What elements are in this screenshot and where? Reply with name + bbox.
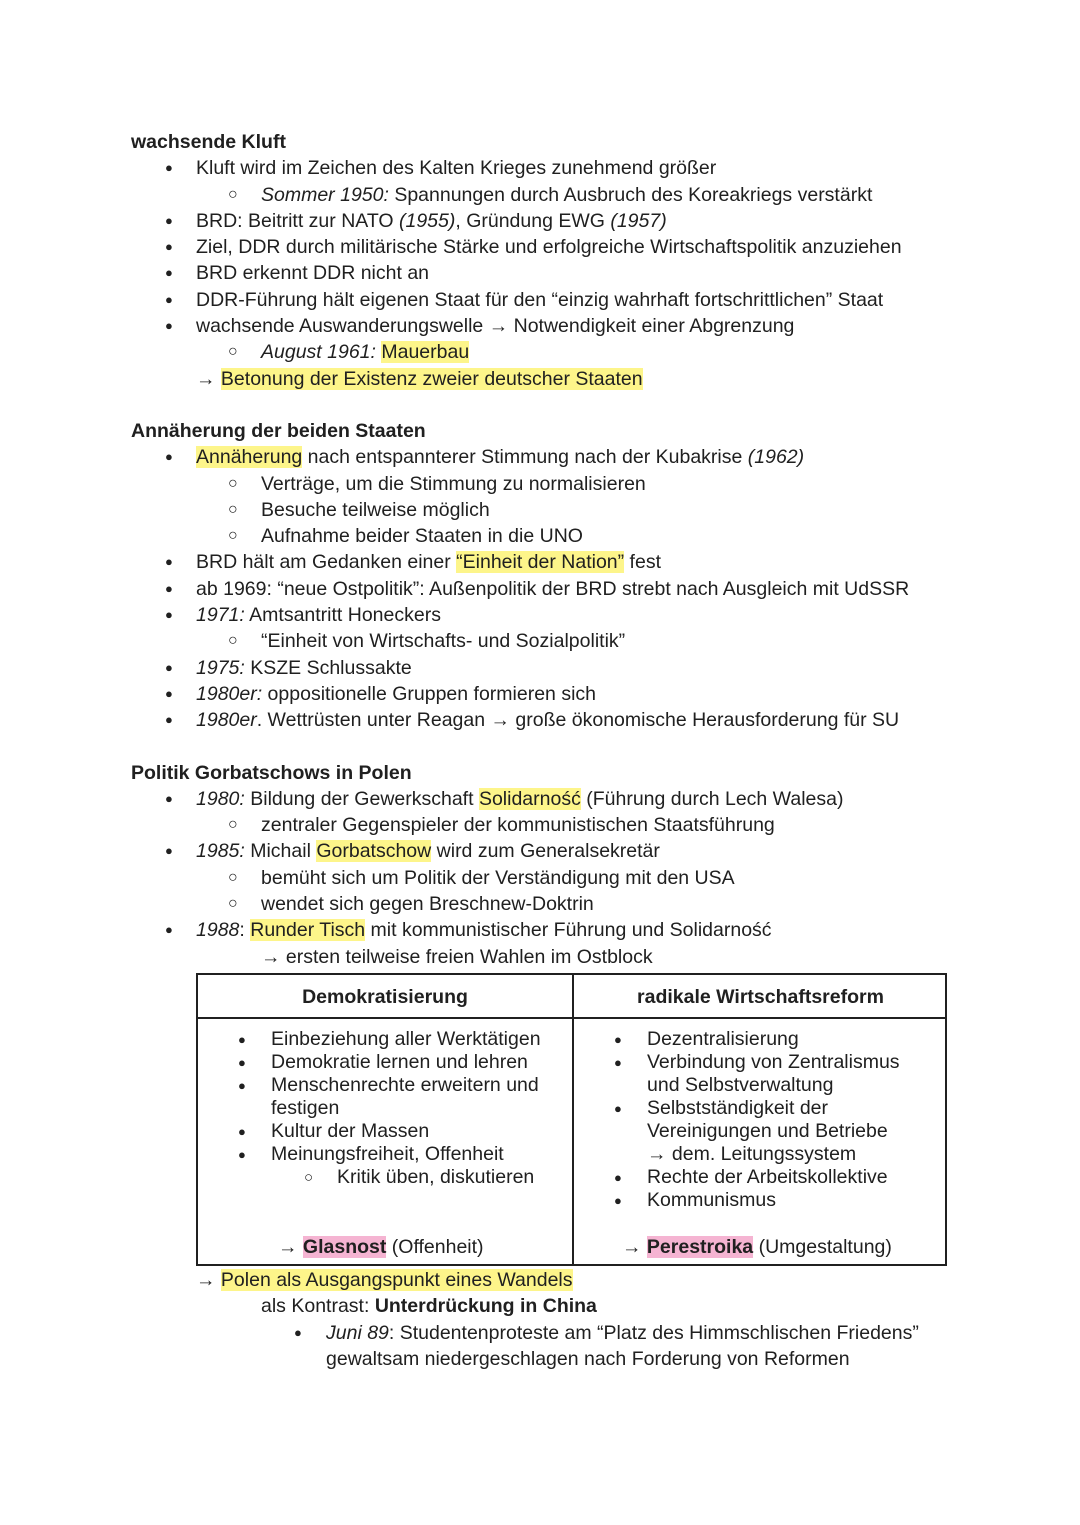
bullet-icon: ● [238, 1032, 246, 1047]
table-list-item: ● Verbindung von Zentralismus [614, 1051, 900, 1073]
list-item: ● 1988: Runder Tisch mit kommunistischer Führung und Solidarność [0, 917, 1080, 943]
section-title-kluft: wachsende Kluft [131, 131, 286, 153]
bullet-icon: ● [614, 1101, 622, 1116]
bullet-icon: ● [614, 1170, 622, 1185]
list-item: ● 1980er: oppositionelle Gruppen formieren sich [0, 681, 1080, 707]
reform-table [196, 973, 947, 1266]
circle-bullet-icon: ○ [304, 1169, 314, 1186]
circle-bullet-icon: ○ [228, 868, 238, 886]
conclusion-line: → Polen als Ausgangspunkt eines Wandels [196, 1269, 573, 1291]
table-list-item: ● Rechte der Arbeitskollektive [614, 1166, 888, 1188]
list-subitem: ○ bemüht sich um Politik der Verständigung mit den USA [0, 865, 1080, 891]
circle-bullet-icon: ○ [228, 500, 238, 518]
list-item: ● wachsende Auswanderungswelle → Notwendigkeit einer Abgrenzung [0, 313, 1080, 339]
list-item: ● 1985: Michail Gorbatschow wird zum Generalsekretär [0, 838, 1080, 864]
table-list-subitem: ○ Kritik üben, diskutieren [304, 1166, 535, 1188]
list-item: ● 1980: Bildung der Gewerkschaft Solidarność (Führung durch Lech Walesa) [0, 786, 1080, 812]
list-item: ● 1975: KSZE Schlussakte [0, 655, 1080, 681]
list-subitem: ○ August 1961: Mauerbau [0, 339, 1080, 365]
list-subitem: ○ wendet sich gegen Breschnew-Doktrin [0, 891, 1080, 917]
bullet-icon: ● [165, 685, 173, 701]
table-list-item: ● Demokratie lernen und lehren [238, 1051, 528, 1073]
bullet-icon: ● [238, 1078, 246, 1093]
list-item: ● Juni 89: Studentenproteste am “Platz des Himmschlischen Friedens” [0, 1320, 1080, 1346]
bullet-icon: ● [165, 790, 173, 806]
section-title-gorbatschow: Politik Gorbatschows in Polen [131, 761, 412, 784]
notes-page [0, 129, 1080, 970]
list-item: ● ab 1969: “neue Ostpolitik”: Außenpolitik der BRD strebt nach Ausgleich mit UdSSR [0, 576, 1080, 602]
table-column-demokratisierung [198, 1028, 572, 1189]
table-list-item: ● Kommunismus [614, 1189, 776, 1211]
list-subitem: ○ Besuche teilweise möglich [0, 497, 1080, 523]
list-subitem: ○ zentraler Gegenspieler der kommunistischen Staatsführung [0, 812, 1080, 838]
list-item: ● 1971: Amtsantritt Honeckers [0, 602, 1080, 628]
bullet-icon: ● [165, 580, 173, 596]
circle-bullet-icon: ○ [228, 474, 238, 492]
list-subitem: ○ Verträge, um die Stimmung zu normalisieren [0, 471, 1080, 497]
table-list-continuation: und Selbstverwaltung [647, 1074, 834, 1096]
bullet-icon: ● [165, 554, 173, 570]
table-list-item: ● Meinungsfreiheit, Offenheit [238, 1143, 504, 1165]
table-list-item: ● Dezentralisierung [614, 1028, 799, 1050]
table-header-wirtschaftsreform: radikale Wirtschaftsreform [637, 986, 884, 1008]
table-list-item: ● Kultur der Massen [238, 1120, 430, 1142]
section-title-annaeherung: Annäherung der beiden Staaten [131, 419, 426, 442]
bullet-icon: ● [165, 160, 173, 176]
bullet-icon: ● [165, 449, 173, 465]
bullet-icon: ● [165, 607, 173, 623]
circle-bullet-icon: ○ [228, 816, 238, 834]
bullet-icon: ● [165, 659, 173, 675]
table-list-item: ● Einbeziehung aller Werktätigen [238, 1028, 541, 1050]
bullet-icon: ● [165, 318, 173, 334]
table-list-continuation: → dem. Leitungssystem [647, 1143, 857, 1165]
bullet-icon: ● [294, 1324, 302, 1340]
table-header-demokratisierung: Demokratisierung [302, 986, 468, 1008]
list-item: ● BRD: Beitritt zur NATO (1955), Gründung EWG (1957) [0, 208, 1080, 234]
list-item: ● BRD erkennt DDR nicht an [0, 260, 1080, 286]
bullet-icon: ● [614, 1055, 622, 1070]
table-list-item: ● Menschenrechte erweitern und [238, 1074, 539, 1096]
circle-bullet-icon: ○ [228, 185, 238, 203]
conclusion-line: → Betonung der Existenz zweier deutscher Staaten [196, 367, 643, 390]
conclusion-line: → ersten teilweise freien Wahlen im Ostblock [261, 945, 653, 968]
notes-continuation [0, 1267, 1080, 1372]
circle-bullet-icon: ○ [228, 527, 238, 545]
bullet-icon: ● [614, 1193, 622, 1208]
list-item: ● DDR-Führung hält eigenen Staat für den “einzig wahrhaft fortschrittlichen” Staat [0, 287, 1080, 313]
table-footer-perestroika: → Perestroika (Umgestaltung) [622, 1236, 892, 1258]
circle-bullet-icon: ○ [228, 632, 238, 650]
bullet-icon: ● [238, 1055, 246, 1070]
list-subitem: ○ Aufnahme beider Staaten in die UNO [0, 523, 1080, 549]
table-list-item: ● Selbstständigkeit der [614, 1097, 829, 1119]
table-footer-glasnost: → Glasnost (Offenheit) [278, 1236, 484, 1258]
list-item: ● BRD hält am Gedanken einer “Einheit der Nation” fest [0, 549, 1080, 575]
table-list-continuation: festigen [271, 1097, 340, 1119]
circle-bullet-icon: ○ [228, 895, 238, 913]
contrast-line: als Kontrast: Unterdrückung in China [261, 1295, 597, 1318]
bullet-icon: ● [165, 922, 173, 938]
list-subitem: ○ “Einheit von Wirtschafts- und Sozialpolitik” [0, 628, 1080, 654]
bullet-icon: ● [238, 1124, 246, 1139]
table-column-wirtschaftsreform [574, 1028, 947, 1212]
table-list-continuation: Vereinigungen und Betriebe [647, 1120, 888, 1142]
bullet-icon: ● [165, 265, 173, 281]
bullet-icon: ● [238, 1147, 246, 1162]
table-divider [198, 1017, 945, 1019]
bullet-icon: ● [165, 239, 173, 255]
list-item: ● 1980er. Wettrüsten unter Reagan → große ökonomische Herausforderung für SU [0, 707, 1080, 733]
bullet-icon: ● [165, 843, 173, 859]
bullet-icon: ● [165, 212, 173, 228]
list-item: ● Annäherung nach entspannterer Stimmung nach der Kubakrise (1962) [0, 444, 1080, 470]
bullet-icon: ● [165, 712, 173, 728]
bullet-icon: ● [165, 291, 173, 307]
bullet-icon: ● [614, 1032, 622, 1047]
circle-bullet-icon: ○ [228, 343, 238, 361]
list-item-continuation: gewaltsam niedergeschlagen nach Forderung von Reformen [326, 1347, 850, 1370]
list-item: ● Ziel, DDR durch militärische Stärke und erfolgreiche Wirtschaftspolitik anzuziehen [0, 234, 1080, 260]
list-item: ● Kluft wird im Zeichen des Kalten Krieges zunehmend größer [0, 155, 1080, 181]
list-subitem: ○ Sommer 1950: Spannungen durch Ausbruch des Koreakriegs verstärkt [0, 182, 1080, 208]
